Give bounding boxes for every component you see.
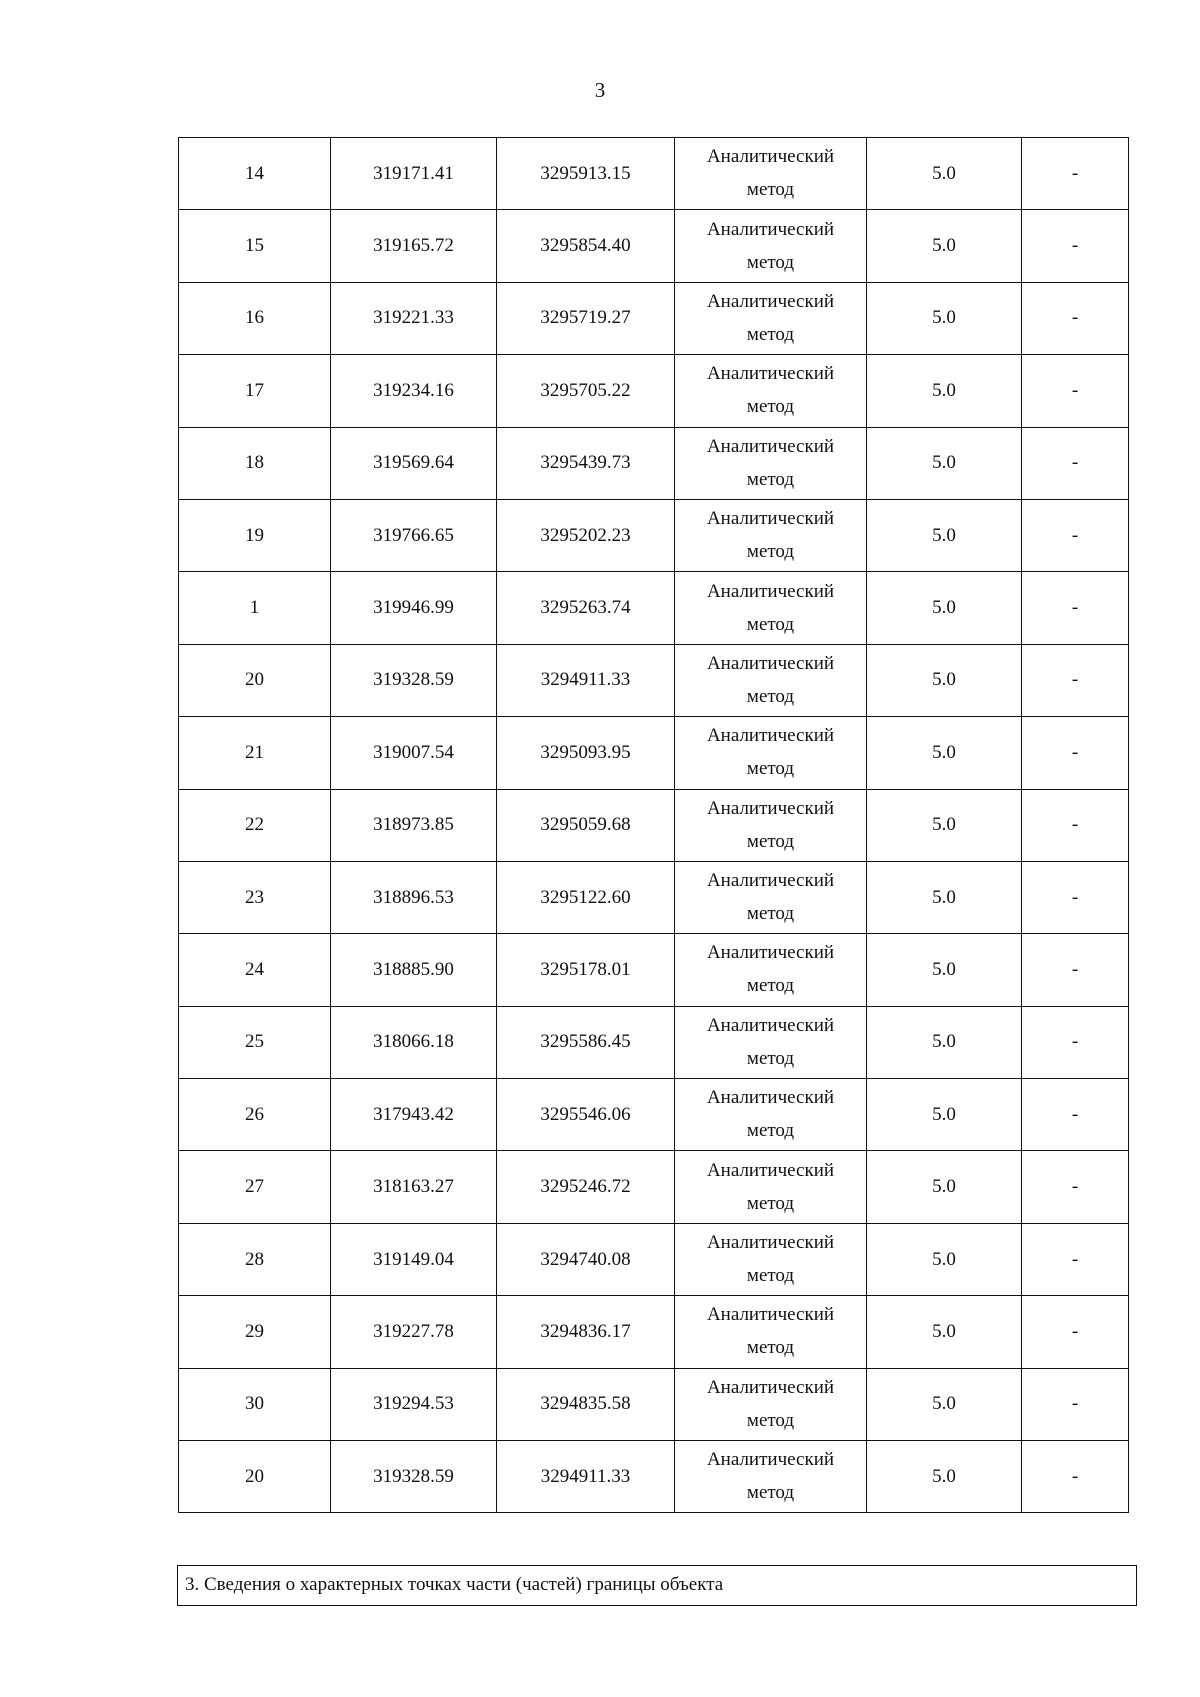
method-cell bbox=[675, 1368, 867, 1440]
x-coordinate-cell: 319007.54 bbox=[331, 717, 497, 789]
accuracy-cell: 5.0 bbox=[867, 1151, 1022, 1223]
note-cell: - bbox=[1022, 1441, 1129, 1513]
note-cell: - bbox=[1022, 644, 1129, 716]
table-row bbox=[179, 499, 1129, 571]
point-number-cell: 17 bbox=[179, 355, 331, 427]
y-coordinate-cell: 3295246.72 bbox=[497, 1151, 675, 1223]
method-cell bbox=[675, 1151, 867, 1223]
method-cell bbox=[675, 355, 867, 427]
point-number-cell: 25 bbox=[179, 1006, 331, 1078]
table-row bbox=[179, 1368, 1129, 1440]
accuracy-cell: 5.0 bbox=[867, 138, 1022, 210]
method-label: Аналитический метод bbox=[706, 870, 835, 925]
accuracy-cell: 5.0 bbox=[867, 1079, 1022, 1151]
y-coordinate-cell: 3294911.33 bbox=[497, 1441, 675, 1513]
point-number-cell: 30 bbox=[179, 1368, 331, 1440]
accuracy-cell: 5.0 bbox=[867, 644, 1022, 716]
point-number-cell: 26 bbox=[179, 1079, 331, 1151]
accuracy-cell: 5.0 bbox=[867, 861, 1022, 933]
x-coordinate-cell: 319946.99 bbox=[331, 572, 497, 644]
note-cell: - bbox=[1022, 789, 1129, 861]
point-number-cell: 28 bbox=[179, 1223, 331, 1295]
method-label: Аналитический метод bbox=[706, 508, 835, 563]
table-row bbox=[179, 1441, 1129, 1513]
method-label: Аналитический метод bbox=[706, 218, 835, 273]
x-coordinate-cell: 319294.53 bbox=[331, 1368, 497, 1440]
page-number: 3 bbox=[594, 78, 606, 102]
x-coordinate-cell: 319171.41 bbox=[331, 138, 497, 210]
accuracy-cell: 5.0 bbox=[867, 572, 1022, 644]
method-cell bbox=[675, 1223, 867, 1295]
table-row bbox=[179, 934, 1129, 1006]
y-coordinate-cell: 3295705.22 bbox=[497, 355, 675, 427]
point-number-cell: 16 bbox=[179, 282, 331, 354]
table-row bbox=[179, 1006, 1129, 1078]
x-coordinate-cell: 318896.53 bbox=[331, 861, 497, 933]
note-cell: - bbox=[1022, 499, 1129, 571]
y-coordinate-cell: 3295439.73 bbox=[497, 427, 675, 499]
y-coordinate-cell: 3295263.74 bbox=[497, 572, 675, 644]
y-coordinate-cell: 3295059.68 bbox=[497, 789, 675, 861]
method-label: Аналитический метод bbox=[706, 146, 835, 201]
coordinates-table bbox=[178, 137, 1129, 1513]
point-number-cell: 22 bbox=[179, 789, 331, 861]
point-number-cell: 14 bbox=[179, 138, 331, 210]
table-row bbox=[179, 1223, 1129, 1295]
method-cell bbox=[675, 1441, 867, 1513]
note-cell: - bbox=[1022, 1368, 1129, 1440]
method-label: Аналитический метод bbox=[706, 435, 835, 490]
x-coordinate-cell: 319328.59 bbox=[331, 644, 497, 716]
table-row bbox=[179, 427, 1129, 499]
y-coordinate-cell: 3295586.45 bbox=[497, 1006, 675, 1078]
x-coordinate-cell: 318973.85 bbox=[331, 789, 497, 861]
y-coordinate-cell: 3295719.27 bbox=[497, 282, 675, 354]
point-number-cell: 24 bbox=[179, 934, 331, 1006]
table-row bbox=[179, 355, 1129, 427]
method-cell bbox=[675, 572, 867, 644]
accuracy-cell: 5.0 bbox=[867, 499, 1022, 571]
point-number-cell: 21 bbox=[179, 717, 331, 789]
accuracy-cell: 5.0 bbox=[867, 427, 1022, 499]
y-coordinate-cell: 3294836.17 bbox=[497, 1296, 675, 1368]
x-coordinate-cell: 319221.33 bbox=[331, 282, 497, 354]
point-number-cell: 29 bbox=[179, 1296, 331, 1368]
point-number-cell: 18 bbox=[179, 427, 331, 499]
x-coordinate-cell: 318885.90 bbox=[331, 934, 497, 1006]
method-cell bbox=[675, 1296, 867, 1368]
method-label: Аналитический метод bbox=[706, 725, 835, 780]
x-coordinate-cell: 319149.04 bbox=[331, 1223, 497, 1295]
note-cell: - bbox=[1022, 717, 1129, 789]
method-label: Аналитический метод bbox=[706, 1304, 835, 1359]
point-number-cell: 15 bbox=[179, 210, 331, 282]
method-cell bbox=[675, 138, 867, 210]
y-coordinate-cell: 3295093.95 bbox=[497, 717, 675, 789]
accuracy-cell: 5.0 bbox=[867, 1006, 1022, 1078]
note-cell: - bbox=[1022, 1223, 1129, 1295]
note-cell: - bbox=[1022, 1006, 1129, 1078]
x-coordinate-cell: 317943.42 bbox=[331, 1079, 497, 1151]
table-row bbox=[179, 789, 1129, 861]
note-cell: - bbox=[1022, 138, 1129, 210]
y-coordinate-cell: 3294740.08 bbox=[497, 1223, 675, 1295]
method-label: Аналитический метод bbox=[706, 1376, 835, 1431]
method-label: Аналитический метод bbox=[706, 652, 835, 707]
note-cell: - bbox=[1022, 934, 1129, 1006]
method-label: Аналитический метод bbox=[706, 942, 835, 997]
coordinates-table-body bbox=[179, 138, 1129, 1513]
method-label: Аналитический метод bbox=[706, 1232, 835, 1287]
method-cell bbox=[675, 1006, 867, 1078]
method-label: Аналитический метод bbox=[706, 1087, 835, 1142]
table-row bbox=[179, 572, 1129, 644]
y-coordinate-cell: 3294911.33 bbox=[497, 644, 675, 716]
y-coordinate-cell: 3295178.01 bbox=[497, 934, 675, 1006]
accuracy-cell: 5.0 bbox=[867, 1441, 1022, 1513]
y-coordinate-cell: 3295546.06 bbox=[497, 1079, 675, 1151]
accuracy-cell: 5.0 bbox=[867, 1368, 1022, 1440]
note-cell: - bbox=[1022, 1296, 1129, 1368]
note-cell: - bbox=[1022, 427, 1129, 499]
method-cell bbox=[675, 210, 867, 282]
note-cell: - bbox=[1022, 210, 1129, 282]
accuracy-cell: 5.0 bbox=[867, 1223, 1022, 1295]
x-coordinate-cell: 319328.59 bbox=[331, 1441, 497, 1513]
x-coordinate-cell: 319766.65 bbox=[331, 499, 497, 571]
table-row bbox=[179, 1079, 1129, 1151]
method-label: Аналитический метод bbox=[706, 363, 835, 418]
point-number-cell: 23 bbox=[179, 861, 331, 933]
table-row bbox=[179, 861, 1129, 933]
accuracy-cell: 5.0 bbox=[867, 282, 1022, 354]
method-cell bbox=[675, 789, 867, 861]
note-cell: - bbox=[1022, 1079, 1129, 1151]
note-cell: - bbox=[1022, 355, 1129, 427]
accuracy-cell: 5.0 bbox=[867, 934, 1022, 1006]
table-row bbox=[179, 644, 1129, 716]
table-row bbox=[179, 138, 1129, 210]
x-coordinate-cell: 318066.18 bbox=[331, 1006, 497, 1078]
point-number-cell: 20 bbox=[179, 644, 331, 716]
point-number-cell: 19 bbox=[179, 499, 331, 571]
section-heading: 3. Сведения о характерных точках части (частей) границы объекта bbox=[177, 1565, 1137, 1606]
method-cell bbox=[675, 427, 867, 499]
x-coordinate-cell: 319569.64 bbox=[331, 427, 497, 499]
note-cell: - bbox=[1022, 282, 1129, 354]
table-row bbox=[179, 210, 1129, 282]
accuracy-cell: 5.0 bbox=[867, 210, 1022, 282]
x-coordinate-cell: 319234.16 bbox=[331, 355, 497, 427]
method-cell bbox=[675, 644, 867, 716]
method-label: Аналитический метод bbox=[706, 1159, 835, 1214]
method-cell bbox=[675, 861, 867, 933]
method-cell bbox=[675, 499, 867, 571]
accuracy-cell: 5.0 bbox=[867, 717, 1022, 789]
method-label: Аналитический метод bbox=[706, 580, 835, 635]
point-number-cell: 27 bbox=[179, 1151, 331, 1223]
note-cell: - bbox=[1022, 572, 1129, 644]
table-row bbox=[179, 1151, 1129, 1223]
y-coordinate-cell: 3295854.40 bbox=[497, 210, 675, 282]
y-coordinate-cell: 3295122.60 bbox=[497, 861, 675, 933]
method-label: Аналитический метод bbox=[706, 290, 835, 345]
y-coordinate-cell: 3295202.23 bbox=[497, 499, 675, 571]
point-number-cell: 20 bbox=[179, 1441, 331, 1513]
method-label: Аналитический метод bbox=[706, 1449, 835, 1504]
table-row bbox=[179, 282, 1129, 354]
y-coordinate-cell: 3295913.15 bbox=[497, 138, 675, 210]
table-row bbox=[179, 717, 1129, 789]
method-cell bbox=[675, 282, 867, 354]
method-label: Аналитический метод bbox=[706, 1014, 835, 1069]
x-coordinate-cell: 318163.27 bbox=[331, 1151, 497, 1223]
method-label: Аналитический метод bbox=[706, 797, 835, 852]
accuracy-cell: 5.0 bbox=[867, 1296, 1022, 1368]
method-cell bbox=[675, 1079, 867, 1151]
table-row bbox=[179, 1296, 1129, 1368]
x-coordinate-cell: 319165.72 bbox=[331, 210, 497, 282]
accuracy-cell: 5.0 bbox=[867, 789, 1022, 861]
note-cell: - bbox=[1022, 1151, 1129, 1223]
x-coordinate-cell: 319227.78 bbox=[331, 1296, 497, 1368]
method-cell bbox=[675, 934, 867, 1006]
point-number-cell: 1 bbox=[179, 572, 331, 644]
y-coordinate-cell: 3294835.58 bbox=[497, 1368, 675, 1440]
accuracy-cell: 5.0 bbox=[867, 355, 1022, 427]
note-cell: - bbox=[1022, 861, 1129, 933]
method-cell bbox=[675, 717, 867, 789]
